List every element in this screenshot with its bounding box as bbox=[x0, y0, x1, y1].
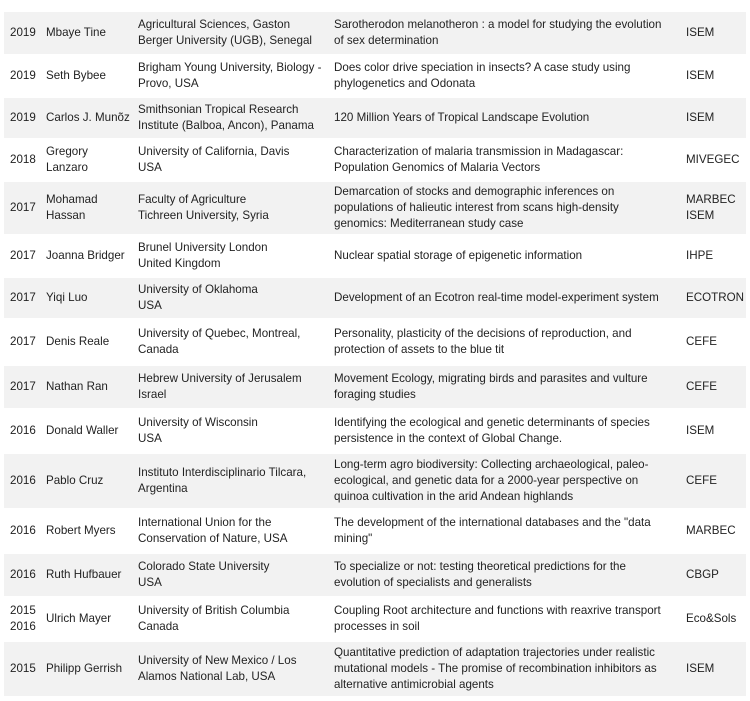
name-cell: Robert Myers bbox=[46, 524, 116, 537]
name-cell: Ruth Hufbauer bbox=[46, 568, 122, 581]
title-cell: Characterization of malaria transmission in Madagascar: Population Genomics of Malaria Vectors bbox=[334, 145, 624, 174]
name-cell: Joanna Bridger bbox=[46, 249, 125, 262]
year-cell: 2016 bbox=[10, 424, 36, 437]
lab-cell: CEFE bbox=[686, 335, 717, 348]
name-cell: Pablo Cruz bbox=[46, 474, 104, 487]
year-cell: 2017 bbox=[10, 291, 36, 304]
title-cell: Long-term agro biodiversity: Collecting archaeological, paleo- ecological, and genetic data for a 2000-year perspective on quinoa cultivation in the arid Andean highlands bbox=[334, 458, 649, 503]
table-row bbox=[4, 410, 746, 454]
name-cell: Mbaye Tine bbox=[46, 26, 106, 39]
year-cell: 2015 2016 bbox=[10, 604, 36, 633]
institution-cell: Colorado State University USA bbox=[138, 560, 270, 589]
name-cell: Donald Waller bbox=[46, 424, 119, 437]
lab-cell: CEFE bbox=[686, 474, 717, 487]
year-cell: 2017 bbox=[10, 249, 36, 262]
title-cell: Coupling Root architecture and functions with reaxrive transport processes in soil bbox=[334, 604, 661, 633]
lab-cell: MARBEC ISEM bbox=[686, 193, 736, 222]
title-cell: Sarotherodon melanotheron : a model for studying the evolution of sex determination bbox=[334, 18, 662, 47]
title-cell: To specialize or not: testing theoretical predictions for the evolution of specialists and generalists bbox=[334, 560, 626, 589]
lab-cell: MIVEGEC bbox=[686, 153, 740, 166]
title-cell: Quantitative prediction of adaptation trajectories under realistic mutational models - The promise of recombination inhibitors as alternative antimicrobial agents bbox=[334, 646, 657, 691]
institution-cell: Brunel University London United Kingdom bbox=[138, 241, 268, 270]
table-row bbox=[4, 56, 746, 98]
title-cell: Demarcation of stocks and demographic inferences on populations of halieutic interest from scans high-density genomics: Mediterranean study case bbox=[334, 185, 619, 230]
institution-cell: Agricultural Sciences, Gaston Berger University (UGB), Senegal bbox=[138, 18, 312, 47]
table-row bbox=[4, 320, 746, 366]
lab-cell: CBGP bbox=[686, 568, 719, 581]
table-row bbox=[4, 366, 746, 410]
table-row bbox=[4, 642, 746, 698]
name-cell: Carlos J. Munõz bbox=[46, 111, 130, 124]
institution-cell: Instituto Interdisciplinario Tilcara, Argentina bbox=[138, 466, 307, 495]
name-cell: Ulrich Mayer bbox=[46, 612, 112, 625]
year-cell: 2017 bbox=[10, 380, 36, 393]
title-cell: Identifying the ecological and genetic determinants of species persistence in the context of Global Change. bbox=[334, 416, 650, 445]
table-row bbox=[4, 454, 746, 510]
year-cell: 2016 bbox=[10, 474, 36, 487]
institution-cell: Smithsonian Tropical Research Institute (Balboa, Ancon), Panama bbox=[138, 103, 314, 132]
table-row bbox=[4, 236, 746, 278]
table-row bbox=[4, 182, 746, 236]
institution-cell: University of Oklahoma USA bbox=[138, 283, 258, 312]
institution-cell: University of Wisconsin USA bbox=[138, 416, 258, 445]
institution-cell: University of New Mexico / Los Alamos National Lab, USA bbox=[138, 654, 297, 683]
name-cell: Gregory Lanzaro bbox=[46, 145, 88, 174]
year-cell: 2017 bbox=[10, 201, 36, 214]
lab-cell: Eco&Sols bbox=[686, 612, 737, 625]
lab-cell: ISEM bbox=[686, 111, 715, 124]
lab-cell: ISEM bbox=[686, 69, 715, 82]
lab-cell: MARBEC bbox=[686, 524, 736, 537]
institution-cell: University of British Columbia Canada bbox=[138, 604, 290, 633]
institution-cell: University of California, Davis USA bbox=[138, 145, 290, 174]
year-cell: 2018 bbox=[10, 153, 36, 166]
title-cell: Personality, plasticity of the decisions of reproduction, and protection of assets to the blue tit bbox=[334, 327, 632, 356]
institution-cell: International Union for the Conservation of Nature, USA bbox=[138, 516, 288, 545]
name-cell: Mohamad Hassan bbox=[46, 193, 98, 222]
name-cell: Nathan Ran bbox=[46, 380, 108, 393]
title-cell: Development of an Ecotron real-time model-experiment system bbox=[334, 291, 659, 304]
year-cell: 2019 bbox=[10, 69, 36, 82]
lab-cell: ECOTRON bbox=[686, 291, 744, 304]
table-row bbox=[4, 598, 746, 642]
name-cell: Denis Reale bbox=[46, 335, 110, 348]
title-cell: The development of the international databases and the "data mining" bbox=[334, 516, 651, 545]
name-cell: Yiqi Luo bbox=[46, 291, 88, 304]
table-row bbox=[4, 554, 746, 598]
lab-cell: ISEM bbox=[686, 662, 715, 675]
title-cell: Nuclear spatial storage of epigenetic information bbox=[334, 249, 583, 262]
table-row bbox=[4, 278, 746, 320]
name-cell: Philipp Gerrish bbox=[46, 662, 123, 675]
lab-cell: CEFE bbox=[686, 380, 717, 393]
table-row bbox=[4, 98, 746, 140]
year-cell: 2016 bbox=[10, 568, 36, 581]
year-cell: 2015 bbox=[10, 662, 36, 675]
name-cell: Seth Bybee bbox=[46, 69, 106, 82]
year-cell: 2019 bbox=[10, 26, 36, 39]
visiting-scientists-table bbox=[4, 12, 746, 698]
institution-cell: University of Quebec, Montreal, Canada bbox=[138, 327, 301, 356]
title-cell: 120 Million Years of Tropical Landscape Evolution bbox=[334, 111, 590, 124]
institution-cell: Brigham Young University, Biology - Provo, USA bbox=[138, 61, 322, 90]
lab-cell: ISEM bbox=[686, 424, 715, 437]
lab-cell: ISEM bbox=[686, 26, 715, 39]
table-row bbox=[4, 510, 746, 554]
institution-cell: Hebrew University of Jerusalem Israel bbox=[138, 372, 302, 401]
year-cell: 2017 bbox=[10, 335, 36, 348]
table-row bbox=[4, 140, 746, 182]
table-row bbox=[4, 12, 746, 56]
title-cell: Movement Ecology, migrating birds and parasites and vulture foraging studies bbox=[334, 372, 648, 401]
institution-cell: Faculty of Agriculture Tichreen University, Syria bbox=[138, 193, 269, 222]
lab-cell: IHPE bbox=[686, 249, 714, 262]
year-cell: 2016 bbox=[10, 524, 36, 537]
year-cell: 2019 bbox=[10, 111, 36, 124]
title-cell: Does color drive speciation in insects? A case study using phylogenetics and Odonata bbox=[334, 61, 631, 90]
